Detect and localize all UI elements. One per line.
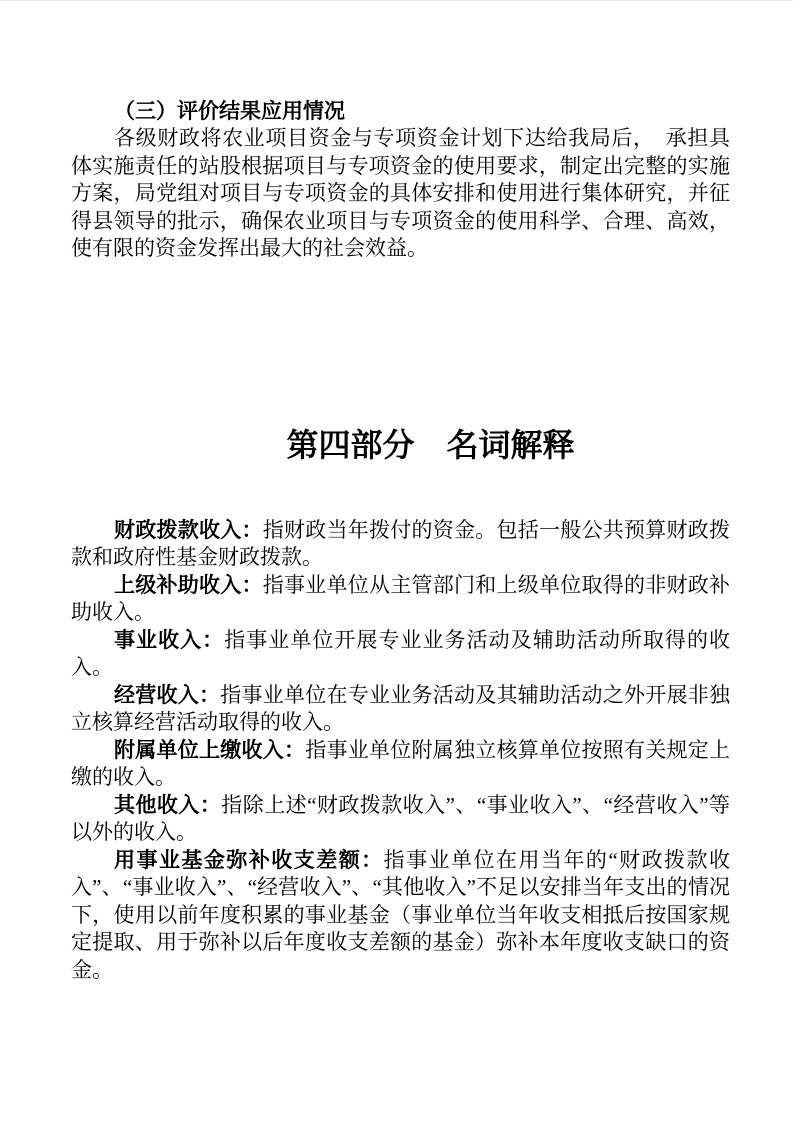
part-title: 第四部分 名词解释 bbox=[286, 426, 575, 463]
definitions-list bbox=[71, 517, 730, 985]
definition-term: 财政拨款收入： bbox=[114, 517, 263, 542]
definition-item bbox=[71, 737, 730, 792]
definition-term: 其他收入： bbox=[114, 792, 222, 817]
definition-term: 经营收入： bbox=[114, 682, 221, 707]
content-area bbox=[0, 1, 793, 984]
definition-term: 事业收入： bbox=[114, 627, 225, 652]
section-paragraph: 各级财政将农业项目资金与专项资金计划下达给我局后， 承担具体实施责任的站股根据项目与专项资金的使用要求，制定出完整的实施方案，局党组对项目与专项资金的具体安排和使用进行集体研究，并征得县领导的批示，确保农业项目与专项资金的使用科学、合理、高效，使有限的资金发挥出最大的社会效益。 bbox=[71, 126, 730, 260]
definition-item bbox=[71, 572, 730, 627]
definition-item bbox=[71, 847, 730, 985]
definition-text: 指事业单位开展专业业务活动及辅助活动所取得的收入。 bbox=[71, 627, 731, 679]
definition-text: 指事业单位从主管部门和上级单位取得的非财政补助收入。 bbox=[71, 572, 730, 624]
definition-term: 用事业基金弥补收支差额： bbox=[114, 847, 384, 872]
definition-text: 指事业单位附属独立核算单位按照有关规定上缴的收入。 bbox=[71, 737, 730, 789]
definition-item bbox=[71, 682, 730, 737]
section-heading: （三）评价结果应用情况 bbox=[114, 99, 345, 123]
definition-term: 上级补助收入： bbox=[114, 572, 263, 597]
definition-term: 附属单位上缴收入： bbox=[114, 737, 306, 762]
definition-text: 指事业单位在用当年的“财政拨款收入”、“事业收入”、“经营收入”、“其他收入”不足以安排当年支出的情况下，使用以前年度积累的事业基金（事业单位当年收支相抵后按国家规定提取、用于弥补以后年度收支差额的基金）弥补本年度收支缺口的资金。 bbox=[71, 847, 731, 982]
definition-item bbox=[71, 792, 730, 847]
definition-text: 指事业单位在专业业务活动及其辅助活动之外开展非独立核算经营活动取得的收入。 bbox=[71, 682, 730, 734]
definition-item bbox=[71, 627, 730, 682]
definition-text: 指除上述“财政拨款收入”、“事业收入”、“经营收入”等以外的收入。 bbox=[71, 792, 730, 844]
definition-item bbox=[71, 517, 730, 572]
definition-text: 指财政当年拨付的资金。包括一般公共预算财政拨款和政府性基金财政拨款。 bbox=[71, 517, 730, 569]
